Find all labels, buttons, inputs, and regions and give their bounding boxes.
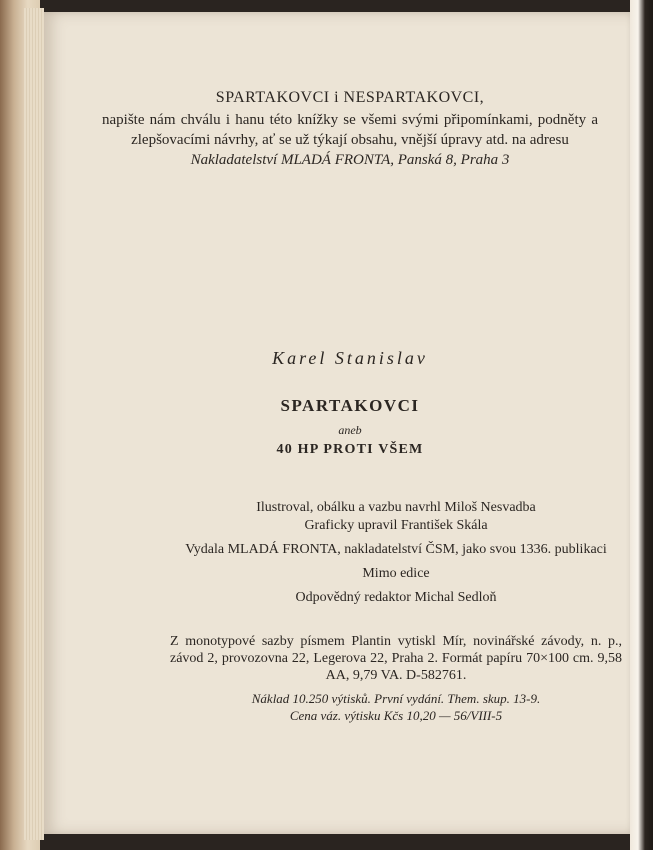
series-note: Mimo edice <box>362 566 430 581</box>
illustrator-credit: Ilustroval, obálku a vazbu navrhl Miloš Nesvadba <box>256 500 536 515</box>
book-subtitle: 40 HP PROTI VŠEM <box>276 442 424 457</box>
title-connector: aneb <box>338 423 362 437</box>
printing-info: Z monotypové sazby písmem Plantin vytiskl Mír, novinářské závody, n. p., závod 2, provozovna 22, Legerova 22, Praha 2. Formát papíru 70×100 cm. 9,58 AA, 9,79 VA. D-582761. <box>170 634 622 683</box>
right-page-edge <box>630 0 653 850</box>
print-run-line: Náklad 10.250 výtisků. První vydání. Them. skup. 13-9. <box>251 691 541 706</box>
appeal-text: napište nám chválu i hanu této knížky se všemi svými připomínkami, podněty a zlepšovacími návrhy, ať se už týkají obsahu, vnější úpravy atd. na adresu <box>102 112 598 148</box>
edition-info <box>170 690 622 724</box>
publisher-credit: Vydala MLADÁ FRONTA, nakladatelství ČSM, jako svou 1336. publikaci <box>185 542 607 557</box>
typography-credit: Graficky upravil František Skála <box>304 518 488 533</box>
publisher-address: Nakladatelství MLADÁ FRONTA, Panská 8, Praha 3 <box>190 152 510 168</box>
page-edges <box>24 8 44 840</box>
credits <box>170 499 622 607</box>
editor-credit: Odpovědný redaktor Michal Sedloň <box>295 590 497 605</box>
reader-appeal <box>100 88 600 170</box>
price-line: Cena váz. výtisku Kčs 10,20 — 56/VIII-5 <box>289 708 503 723</box>
appeal-heading: SPARTAKOVCI i NESPARTAKOVCI, <box>215 89 485 106</box>
book-title: SPARTAKOVCI <box>280 396 420 415</box>
author-name: Karel Stanislav <box>272 348 428 368</box>
